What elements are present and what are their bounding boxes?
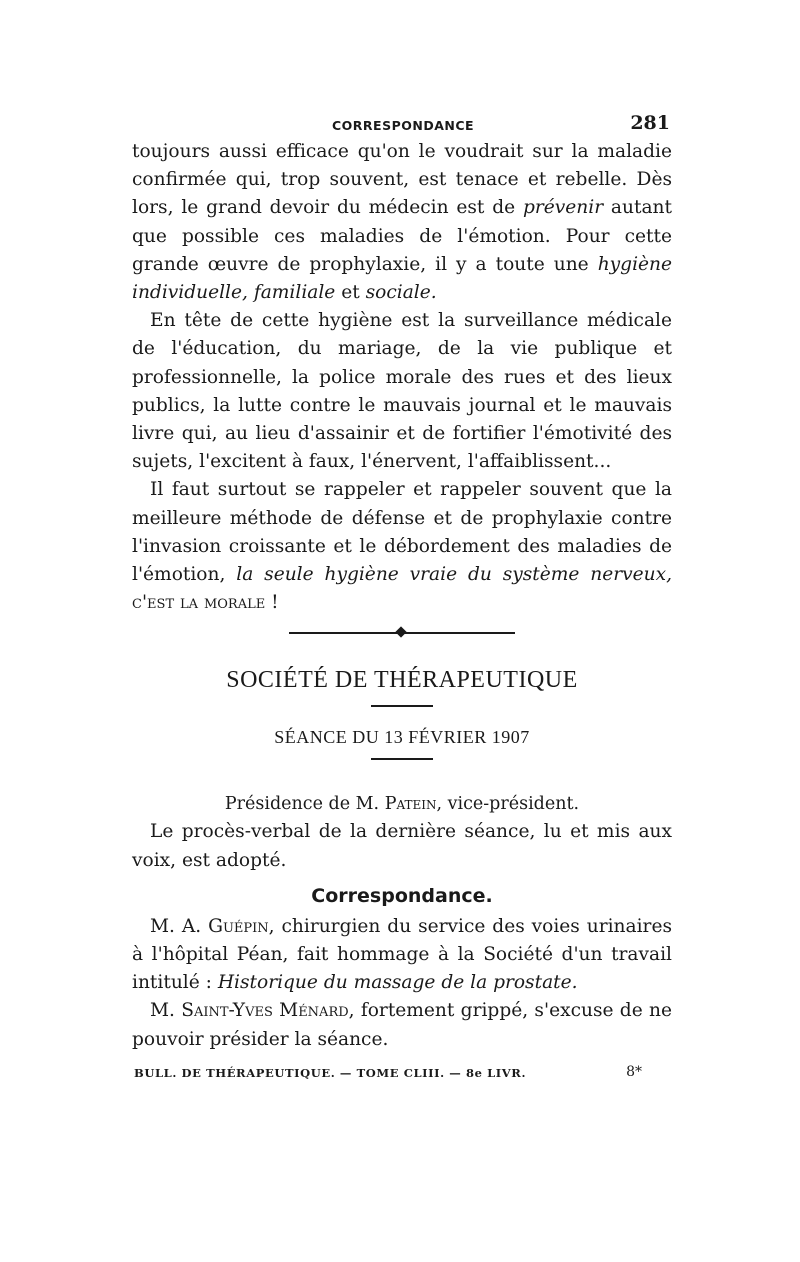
title-rule [371,705,433,707]
correspondance-heading: Correspondance. [311,884,493,907]
society-title: SOCIÉTÉ DE THÉRAPEUTIQUE [226,667,578,694]
diamond-ornament-icon [395,627,406,638]
footer-citation: BULL. DE THÉRAPEUTIQUE. — TOME CLIII. — 8e LIVR. [134,1065,527,1080]
paragraph-hygiene: En tête de cette hygiène est la surveillance médicale de l'éducation, du mariage, de la vie publique et professionnelle, la police morale des rues et des lieux publics, la lutte contre le mauvais journal et le mauvais livre qui, au lieu d'assainir et de fortifier l'émotivité des sujets, l'excitent à faux, l'énervent, l'affaiblissent... [132,310,672,473]
running-title: CORRESPONDANCE [332,118,475,133]
running-head [132,110,672,138]
seance-date: SÉANCE DU 13 FÉVRIER 1907 [274,727,530,748]
paragraph-morale: Il faut surtout se rappeler et rappeler souvent que la meilleure méthode de défense et de prophylaxie contre l'invasion croissante et le débordement des maladies de l'émotion, la seule hygiène vraie du système nerveux, c'est la morale ! [132,479,672,614]
page-footer [132,1063,672,1086]
section-divider [289,627,515,639]
presidence-line: Présidence de M. Patein, vice-président. [224,794,580,815]
seance-rule [371,758,433,760]
paragraph-prevention: toujours aussi efficace qu'on le voudrait sur la maladie confirmée qui, trop souvent, est tenace et rebelle. Dès lors, le grand devoir du médecin est de prévenir autant que possible ces maladies de l'émotion. Pour cette grande œuvre de prophylaxie, il y a toute une hygiène individuelle, familiale et sociale. [132,141,672,304]
paragraph-minutes: Le procès-verbal de la dernière séance, lu et mis aux voix, est adopté. [132,821,672,871]
page-number: 281 [630,112,670,134]
paragraph-saint-yves: M. Saint-Yves Ménard, fortement grippé, s'excuse de ne pouvoir présider la séance. [132,1000,672,1050]
page [132,110,672,1086]
paragraph-guepin: M. A. Guépin, chirurgien du service des voies urinaires à l'hôpital Péan, fait hommage à la Société d'un travail intitulé : Historique du massage de la prostate. [132,915,672,994]
signature-mark: 8* [626,1063,642,1080]
